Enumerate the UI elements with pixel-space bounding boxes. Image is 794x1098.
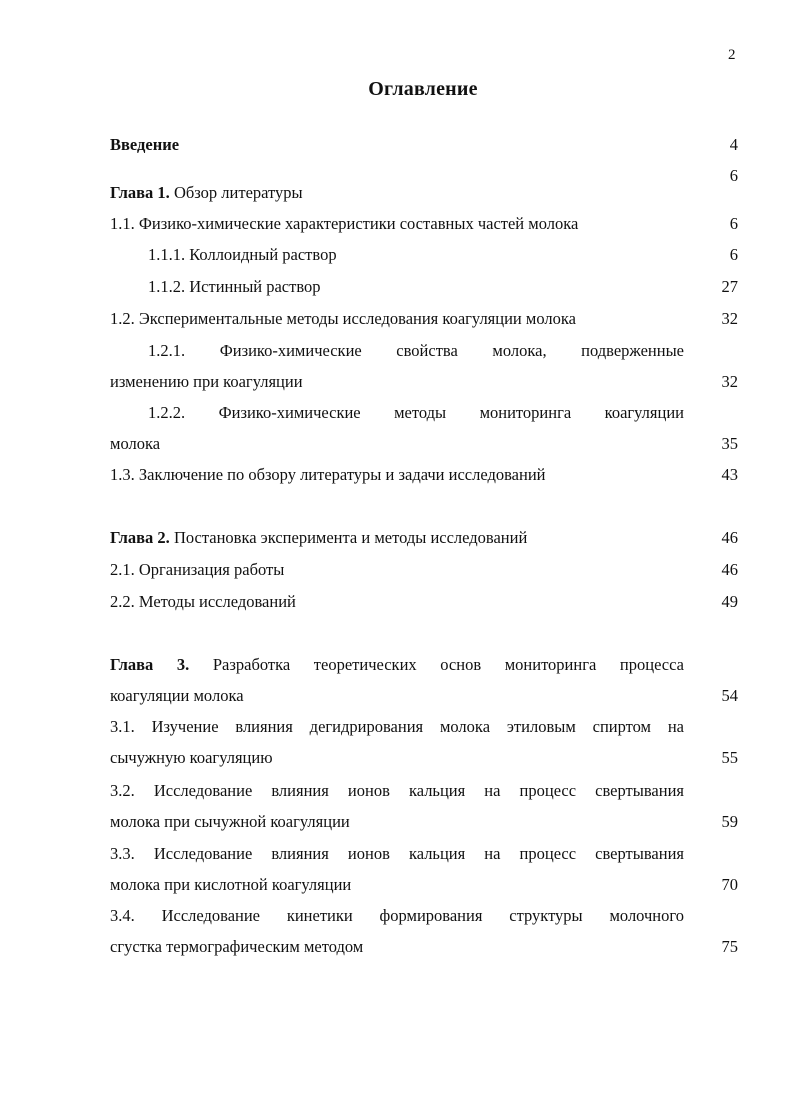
chapter-label: Глава 3. (110, 655, 190, 674)
toc-entry-chapter-1[interactable] (110, 183, 303, 203)
toc-page: 54 (721, 686, 738, 705)
toc-entry-1-2[interactable]: 1.2. Экспериментальные методы исследования коагуляции молока (110, 309, 576, 328)
toc-entry-1-2-1[interactable]: 1.2.1. Физико-химические свойства молока, подверженные (148, 341, 684, 360)
chapter-label: Глава 2. (110, 528, 170, 547)
toc-entry-chapter-3[interactable] (110, 655, 684, 675)
toc-entry-3-2[interactable]: 3.2. Исследование влияния ионов кальция на процесс свертывания (110, 781, 684, 800)
toc-entry-2-2[interactable]: 2.2. Методы исследований (110, 592, 296, 611)
chapter-label: Глава 1. (110, 183, 170, 202)
toc-page: 70 (721, 875, 738, 894)
page-title: Оглавление (368, 78, 478, 100)
toc-entry-1-1-2[interactable]: 1.1.2. Истинный раствор (148, 277, 321, 296)
chapter-title: Разработка теоретических основ мониторинга процесса (189, 655, 684, 674)
toc-page: 6 (729, 245, 738, 264)
toc-entry-2-1[interactable]: 2.1. Организация работы (110, 560, 285, 579)
toc-page: 55 (721, 748, 738, 767)
toc-page: 32 (721, 372, 738, 391)
chapter-title: Обзор литературы (169, 183, 303, 202)
toc-entry-1-2-2[interactable]: 1.2.2. Физико-химические методы мониторинга коагуляции (148, 403, 684, 422)
toc-entry-3-1[interactable]: 3.1. Изучение влияния дегидрирования молока этиловым спиртом на (110, 717, 684, 736)
toc-entry-3-3-cont[interactable]: молока при кислотной коагуляции (110, 875, 352, 894)
toc-entry-1-2-2-cont[interactable]: молока (110, 434, 161, 453)
toc-entry-1-3[interactable]: 1.3. Заключение по обзору литературы и задачи исследований (110, 465, 546, 484)
toc-entry-3-4[interactable]: 3.4. Исследование кинетики формирования структуры молочного (110, 906, 684, 925)
toc-page: 46 (721, 560, 738, 579)
toc-page: 6 (729, 166, 738, 185)
toc-page: 6 (729, 214, 738, 233)
toc-page: 49 (721, 592, 738, 611)
toc-entry-chapter-2[interactable] (110, 528, 527, 548)
chapter-title: Постановка эксперимента и методы исследований (169, 528, 528, 547)
toc-page: 27 (721, 277, 738, 296)
toc-page: 75 (721, 937, 738, 956)
toc-entry-1-1-1[interactable]: 1.1.1. Коллоидный раствор (148, 245, 337, 264)
toc-page: 4 (729, 135, 738, 154)
toc-entry-chapter-3-cont[interactable]: коагуляции молока (110, 686, 244, 705)
toc-entry-3-4-cont[interactable]: сгустка термографическим методом (110, 937, 364, 956)
toc-page: 35 (721, 434, 738, 453)
toc-entry-1-1[interactable]: 1.1. Физико-химические характеристики составных частей молока (110, 214, 579, 233)
toc-page: 43 (721, 465, 738, 484)
toc-entry-3-3[interactable]: 3.3. Исследование влияния ионов кальция на процесс свертывания (110, 844, 684, 863)
toc-entry-3-1-cont[interactable]: сычужную коагуляцию (110, 748, 273, 767)
toc-entry-3-2-cont[interactable]: молока при сычужной коагуляции (110, 812, 350, 831)
toc-page: 32 (721, 309, 738, 328)
toc-entry-intro[interactable] (110, 135, 179, 155)
page-number: 2 (728, 47, 736, 63)
toc-page: 46 (721, 528, 738, 547)
toc-page: 59 (721, 812, 738, 831)
toc-entry-1-2-1-cont[interactable]: изменению при коагуляции (110, 372, 303, 391)
toc-label: Введение (110, 135, 180, 154)
